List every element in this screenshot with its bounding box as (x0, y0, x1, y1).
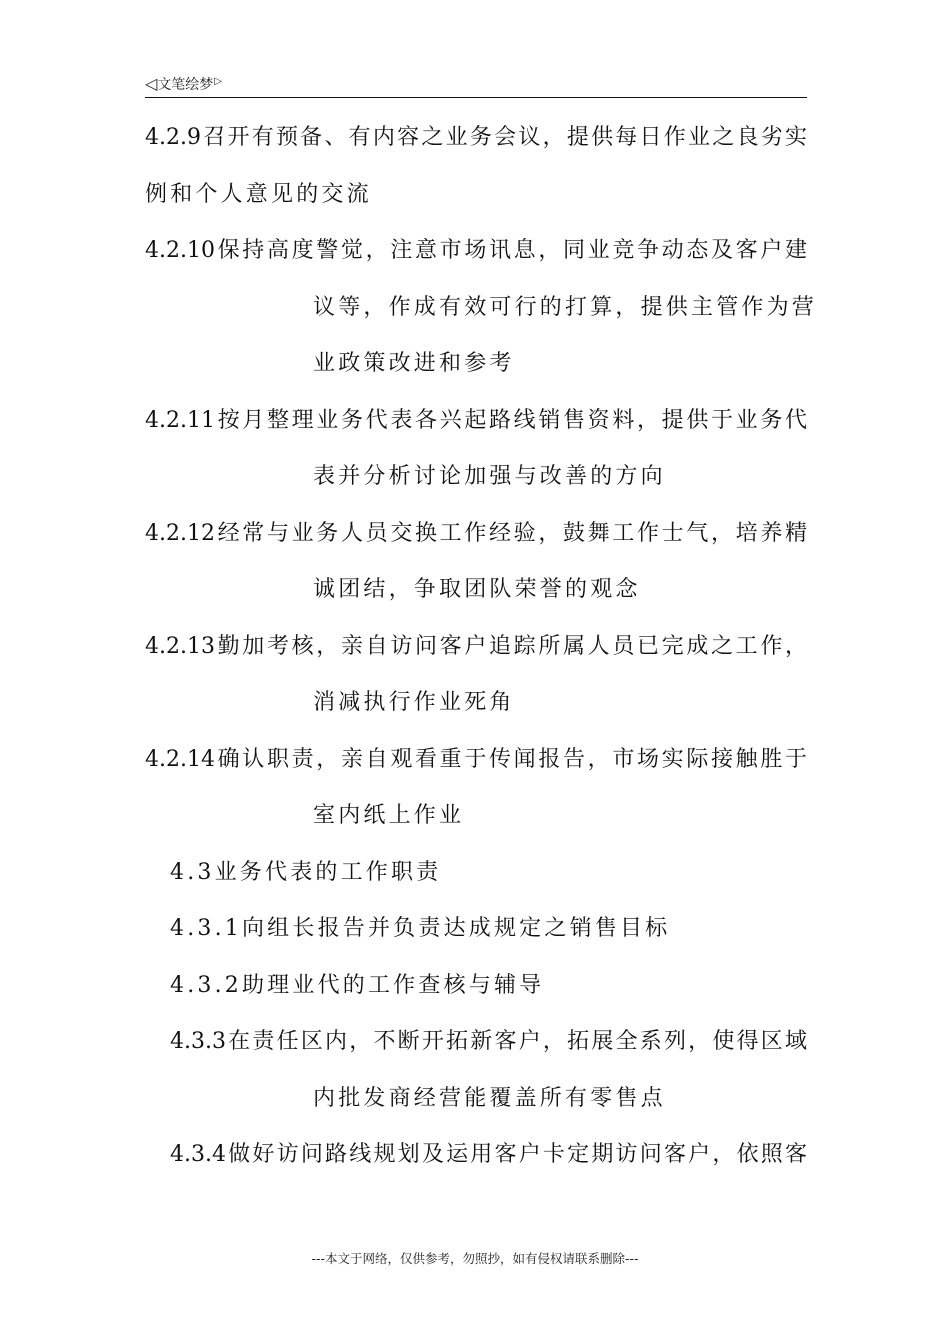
section-heading: 4.3业务代表的工作职责 (170, 860, 442, 885)
footer-disclaimer: ---本文于网络，仅供参考，勿照抄，如有侵权请联系删除--- (311, 1251, 639, 1266)
page-header (145, 74, 222, 94)
triangle-right-icon: ▷ (214, 76, 223, 87)
body-line: 4.3.1向组长报告并负责达成规定之销售目标 (170, 916, 671, 941)
body-line: 4.2.11按月整理业务代表各兴起路线销售资料，提供于业务代 (145, 408, 807, 433)
body-line: 例和个人意见的交流 (145, 182, 372, 207)
body-line: 4.2.13勤加考核，亲自访问客户追踪所属人员已完成之工作， (145, 634, 807, 659)
body-line: 议等，作成有效可行的打算，提供主管作为营 (313, 295, 818, 320)
header-rule (145, 97, 807, 98)
body-line: 室内纸上作业 (313, 803, 465, 828)
body-line: 4.2.10保持高度警觉，注意市场讯息，同业竞争动态及客户建 (145, 238, 807, 263)
body-line: 业政策改进和参考 (313, 351, 515, 376)
header-title: 文笔绘梦 (157, 77, 214, 93)
body-line: 4.3.3在责任区内，不断开拓新客户，拓展全系列，使得区域 (170, 1029, 807, 1054)
body-line: 4.3.2助理业代的工作查核与辅导 (170, 973, 545, 998)
body-line: 4.2.14确认职责，亲自观看重于传闻报告，市场实际接触胜于 (145, 747, 807, 772)
body-line: 4.2.12经常与业务人员交换工作经验，鼓舞工作士气，培养精 (145, 521, 807, 546)
body-line: 内批发商经营能覆盖所有零售点 (313, 1086, 666, 1111)
body-line: 消减执行作业死角 (313, 690, 515, 715)
body-line: 表并分析讨论加强与改善的方向 (313, 464, 666, 489)
body-line: 4.3.4做好访问路线规划及运用客户卡定期访问客户，依照客 (170, 1142, 807, 1167)
body-line: 4.2.9召开有预备、有内容之业务会议，提供每日作业之良劣实 (145, 125, 807, 150)
body-line: 诚团结，争取团队荣誉的观念 (313, 577, 641, 602)
triangle-left-icon: ◁ (145, 74, 158, 93)
